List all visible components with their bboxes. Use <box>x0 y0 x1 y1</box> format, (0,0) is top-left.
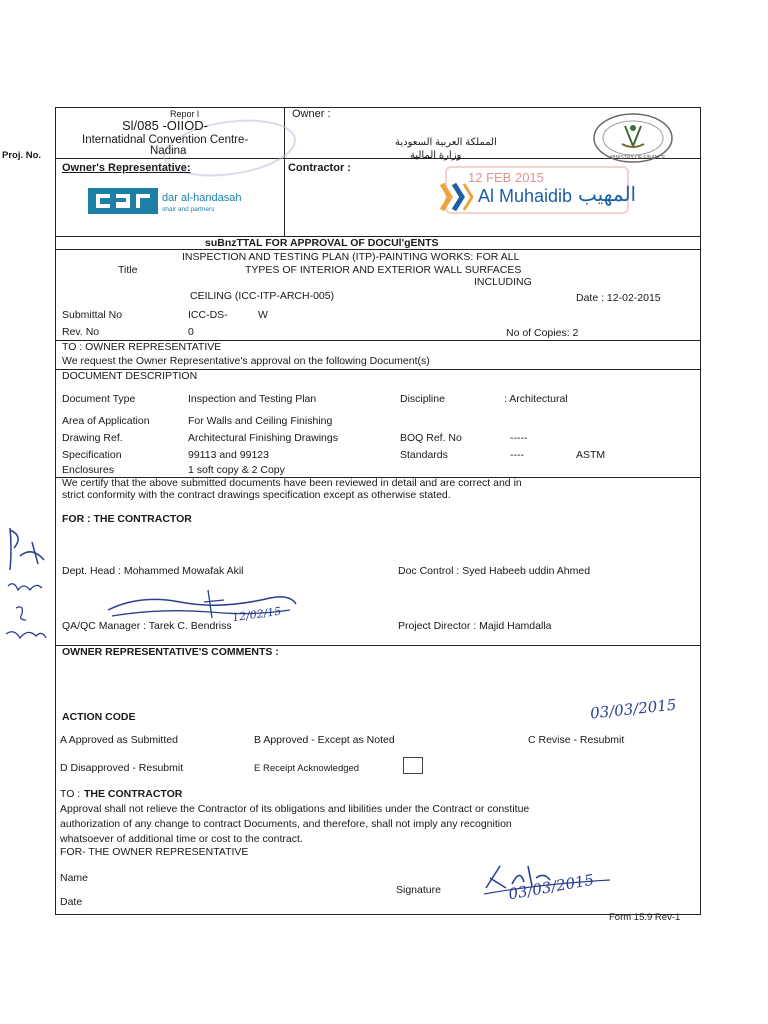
title-line4: CEILING (ICC-ITP-ARCH-005) <box>190 290 335 302</box>
doc-description-heading: DOCUMENT DESCRIPTION <box>62 370 198 382</box>
spec-label: Specification <box>62 449 122 461</box>
to-owner-request: We request the Owner Representative's approval on the following Document(s) <box>62 355 430 367</box>
rev-no-label: Rev. No <box>62 326 100 338</box>
owner-arabic-line1: المملكة العربية السعودية <box>395 137 497 148</box>
action-code-b: B Approved - Except as Noted <box>254 734 395 746</box>
approval-line1: Approval shall not relieve the Contractor of its obligations and libilities under the Contract or constitue <box>60 803 530 815</box>
discipline-label: Discipline <box>400 393 445 405</box>
title-line3: INCLUDING <box>474 276 532 288</box>
owner-arabic-line2: وزارة المالية <box>410 150 462 161</box>
owner-comments-heading: OWNER REPRESENTATIVE'S COMMENTS : <box>62 646 279 658</box>
date-label: Date <box>60 896 83 908</box>
drawing-label: Drawing Ref. <box>62 432 123 444</box>
title-line2: TYPES OF INTERIOR AND EXTERIOR WALL SURFACES <box>245 264 522 276</box>
action-code-e: E Receipt Acknowledged <box>254 763 360 774</box>
title-label: Title <box>118 264 138 276</box>
enclosures-value: 1 soft copy & 2 Copy <box>188 464 285 476</box>
action-code-label: ACTION CODE <box>62 711 136 723</box>
approval-line3: whatsoever of additional time or cost to the contract. <box>60 833 303 845</box>
boq-value: ----- <box>510 432 528 444</box>
muhaidib-logo-text: Al Muhaidib <box>478 186 573 206</box>
date-stamp: 12 FEB 2015 <box>468 170 544 185</box>
for-contractor: FOR : THE CONTRACTOR <box>62 513 192 525</box>
ministry-seal <box>592 112 674 164</box>
certification-line2: strict conformity with the contract drawings specification except as otherwise stated. <box>62 489 451 501</box>
owners-rep-label: Owner's Representative: <box>62 162 191 174</box>
doc-type-label: Document Type <box>62 393 136 405</box>
action-code-a: A Approved as Submitted <box>60 734 178 746</box>
owner-hand-date: 03/03/2015 <box>589 695 678 723</box>
area-value: For Walls and Ceiling Finishing <box>188 415 333 427</box>
dar-logo-icon <box>88 188 158 214</box>
to-label: TO : <box>60 788 81 800</box>
dar-logo <box>88 186 258 216</box>
action-code-c: C Revise - Resubmit <box>528 734 625 746</box>
area-label: Area of Application <box>62 415 150 427</box>
margin-handwriting-icon <box>2 520 52 650</box>
muhaidib-logo-arabic: المهيب <box>578 184 637 206</box>
seal-text: MINISTRY OF FINANCE <box>610 155 666 161</box>
owner-sign-date: 03/03/2015 <box>507 870 596 904</box>
frame-left-border <box>55 107 56 915</box>
discipline-value: : Architectural <box>504 393 568 405</box>
receipt-checkbox[interactable] <box>403 757 423 774</box>
submittal-heading-border <box>55 249 700 250</box>
doc-type-value: Inspection and Testing Plan <box>188 393 317 405</box>
drawing-value: Architectural Finishing Drawings <box>188 432 338 444</box>
standards-value: ASTM <box>576 449 606 461</box>
frame-bottom-border <box>55 914 700 915</box>
rev-no-value: 0 <box>188 326 194 338</box>
doc-control: Doc Control : Syed Habeeb uddin Ahmed <box>398 565 591 577</box>
enclosures-label: Enclosures <box>62 464 114 476</box>
submittal-no-label: Submittal No <box>62 309 123 321</box>
report-label: Repor l <box>170 109 200 119</box>
boq-label: BOQ Ref. No <box>400 432 462 444</box>
frame-right-border <box>700 107 701 915</box>
to-owner-heading: TO : OWNER REPRESENTATIVE <box>62 341 222 353</box>
proj-no-label: Proj. No. <box>2 150 42 161</box>
owner-label: Owner : <box>292 108 331 120</box>
project-director: Project Director : Majid Hamdalla <box>398 620 552 632</box>
dar-logo-subtext: shair and partners <box>162 206 215 213</box>
copies-count: No of Copies: 2 <box>506 327 579 339</box>
project-code: Sl/085 -OIIOD- <box>122 118 208 133</box>
certification-line1: We certify that the above submitted documents have been reviewed in detail and are correct and in <box>62 477 522 489</box>
project-name-line1: Internatidnal Convention Centre- <box>82 134 249 146</box>
contractor-label: Contractor : <box>288 162 351 174</box>
action-code-d: D Disapproved - Resubmit <box>60 762 184 774</box>
title-line1: INSPECTION AND TESTING PLAN (ITP)-PAINTING WORKS: FOR ALL <box>182 251 520 263</box>
qaqc-hand-date: 12/02/15 <box>231 604 283 625</box>
al-muhaidib-logo <box>440 180 640 220</box>
dept-head: Dept. Head : Mohammed Mowafak Akil <box>62 565 244 577</box>
dar-logo-text: dar al-handasah <box>162 192 242 204</box>
spec-value: 99113 and 99123 <box>188 449 269 461</box>
submittal-date: Date : 12-02-2015 <box>576 292 661 304</box>
to-contractor-value: THE CONTRACTOR <box>84 788 183 800</box>
frame-top-border <box>55 107 700 108</box>
qaqc-manager: QA/QC Manager : Tarek C. Bendriss <box>62 620 232 632</box>
submittal-no-value: ICC-DS- <box>188 309 228 321</box>
muhaidib-logo-icon <box>440 182 474 212</box>
for-owner-representative: FOR- THE OWNER REPRESENTATIVE <box>60 846 249 858</box>
standards-label: Standards <box>400 449 448 461</box>
submittal-no-suffix: W <box>258 309 268 321</box>
submittal-heading: suBnzTTAL FOR APPROVAL OF DOCUl'gENTS <box>205 237 439 249</box>
signature-label: Signature <box>396 884 441 896</box>
project-name-line2: Nadina <box>150 145 187 157</box>
name-label: Name <box>60 872 89 884</box>
approval-line2: authorization of any change to contract Documents, and therefore, shall not imply any recognition <box>60 818 512 830</box>
standards-dash: ---- <box>510 449 524 461</box>
form-reference: Form 15.9 Rev-1 <box>609 912 681 923</box>
